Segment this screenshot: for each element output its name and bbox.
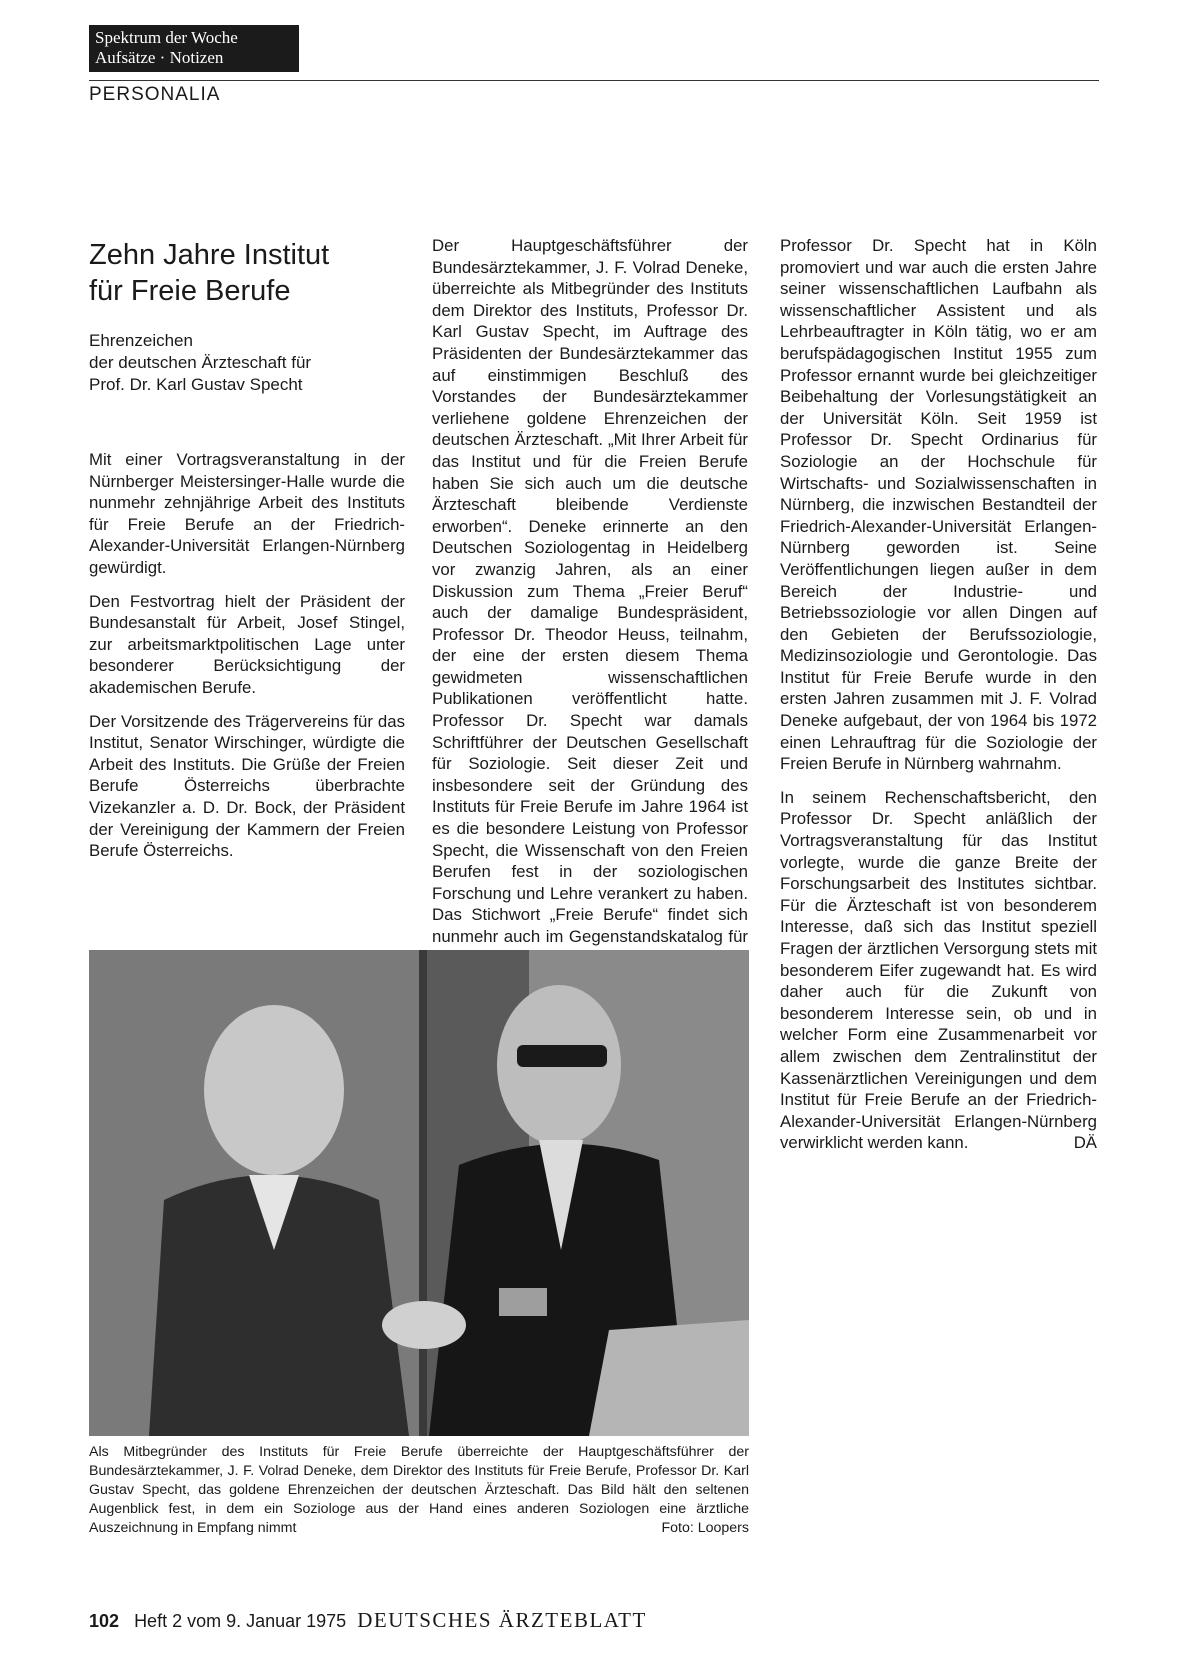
paragraph-1: Mit einer Vortragsveranstaltung in der Nürnberger Meistersinger-Halle wurde die nunmehr zehnjährige Arbeit des Instituts für Freie Berufe an der Friedrich-Alexander-Universität Erlangen-Nürnberg gewürdigt. bbox=[89, 450, 405, 577]
page-number: 102 bbox=[89, 1611, 120, 1631]
paragraph-6-text: In seinem Rechenschaftsbericht, den Professor Dr. Specht anläßlich der Vortragsveranstaltung für das Institut vorlegte, wurde die ganze Breite der Forschungsarbeit des Institutes sichtbar. Für die Ärzteschaft ist von besonderem Interesse, daß sich das Institut speziell Fragen der ärztlichen Versorgung stets mit besonderem Eifer zugewandt hat. Es wird daher auch für die Zukunft von besonderem Interesse sein, ob und in welcher Form eine Zusammenarbeit vor allem zwischen dem Zentralinstitut der Kassenärztlichen Vereinigungen und dem Institut für Freie Berufe an der Friedrich-Alexander-Universität Erlangen-Nürnberg verwirklicht werden kann. bbox=[780, 787, 1097, 1153]
paragraph-4: Der Hauptgeschäftsführer der Bundesärztekammer, J. F. Volrad Deneke, überreichte als Mitbegründer des Instituts dem Direktor des Instituts, Professor Dr. Karl Gustav Specht, im Auftrage des Präsidenten der Bundesärztekammer das auf einstimmigen Beschluß des Vorstandes der Bundesärztekammer verliehene goldene Ehrenzeichen der deutschen Ärzteschaft. „Mit Ihrer Arbeit für das Institut und für die Freien Berufe haben Sie sich auch um die deutsche Ärzteschaft bleibende Verdienste erworben“. Deneke erinnerte an den Deutschen Soziologentag in Heidelberg vor zwanzig Jahren, als an einer Diskussion zum Thema „Freier Beruf“ auch der damalige Bundespräsident, Professor Dr. Theodor Heuss, teilnahm, der eine der ersten diesem Thema gewidmeten wissenschaftlichen Publikationen veröffentlicht hatte. Professor Dr. Specht war damals Schriftführer der Deutschen Gesellschaft für Soziologie. Seit dieser Zeit und insbesondere seit der Gründung des Instituts für Freie Berufe im Jahre 1964 ist es die besondere Leistung von Professor Specht, die Wissenschaft von den Freien Berufen fest in der soziologischen Forschung und Lehre verankert zu haben. Das Stichwort „Freie Berufe“ findet sich nunmehr auch im Gegenstandskatalog für bbox=[432, 236, 748, 946]
paragraph-5: Professor Dr. Specht hat in Köln promoviert und war auch die ersten Jahre seiner wissenschaftlichen Laufbahn als wissenschaftlicher Assistent und als Lehrbeauftragter in Köln tätig, wo er am berufspädagogischen Institut 1955 zum Professor ernannt wurde bei gleichzeitiger Beibehaltung der Vorlesungstätigkeit an der Universität Köln. Seit 1959 ist Professor Dr. Specht Ordinarius für Soziologie an der Hochschule für Wirtschafts- und Sozialwissenschaften in Nürnberg, die inzwischen Bestandteil der Friedrich-Alexander-Universität Erlangen-Nürnberg geworden ist. Seine Veröffentlichungen liegen außer in dem Bereich der Industrie- und Betriebssoziologie vor allen Dingen auf den Gebieten der Berufssoziologie, Medizinsoziologie und Gerontologie. Das Institut für Freie Berufe wurde in den ersten Jahren zusammen mit J. F. Volrad Deneke aufgebaut, der von 1964 bis 1972 einen Lehrauftrag für die Soziologie der Freien Berufe in Nürnberg wahrnahm. bbox=[780, 236, 1097, 774]
subtitle-line-2: der deutschen Ärzteschaft für bbox=[89, 353, 312, 372]
article-subtitle bbox=[89, 330, 389, 396]
masthead: DEUTSCHES ÄRZTEBLATT bbox=[357, 1608, 647, 1632]
subtitle-line-3: Prof. Dr. Karl Gustav Specht bbox=[89, 375, 303, 394]
section-badge bbox=[89, 25, 299, 72]
title-line-2: für Freie Berufe bbox=[89, 275, 291, 307]
text-column-1 bbox=[89, 449, 405, 874]
paragraph-3: Der Vorsitzende des Trägervereins für das Institut, Senator Wirschinger, würdigte die Arbeit des Instituts. Die Grüße der Freien Berufe Österreichs überbrachte Vizekanzler a. D. Dr. Bock, der Präsident der Vereinigung der Kammern der Freien Berufe Österreichs. bbox=[89, 711, 405, 861]
photo-illustration bbox=[89, 950, 749, 1436]
badge-line-2: Aufsätze · Notizen bbox=[95, 48, 224, 67]
issue-info: Heft 2 vom 9. Januar 1975 bbox=[134, 1611, 347, 1631]
title-line-1: Zehn Jahre Institut bbox=[89, 239, 330, 271]
photo-handshake bbox=[89, 950, 749, 1436]
paragraph-6 bbox=[780, 787, 1097, 1154]
badge-line-1: Spektrum der Woche bbox=[95, 28, 238, 47]
caption-text: Als Mitbegründer des Instituts für Freie Berufe überreichte der Hauptgeschäftsführer der Bundesärztekammer, J. F. Volrad Deneke, dem Direktor des Instituts für Freie Berufe, Professor Dr. Karl Gustav Specht, das goldene Ehrenzeichen der deutschen Ärzteschaft. Das Bild hält den seltenen Augenblick fest, in dem ein Soziologe aus der Hand eines anderen Soziologen eine ärztliche Auszeichnung in Empfang nimmt bbox=[89, 1444, 749, 1536]
photo-credit: Foto: Loopers bbox=[661, 1520, 749, 1536]
header-rule bbox=[89, 80, 1099, 81]
page-footer bbox=[89, 1608, 647, 1633]
section-label: PERSONALIA bbox=[89, 84, 221, 105]
article-title bbox=[89, 237, 389, 309]
text-column-3 bbox=[780, 235, 1097, 1166]
subtitle-line-1: Ehrenzeichen bbox=[89, 331, 193, 350]
photo-caption bbox=[89, 1443, 749, 1538]
paragraph-2: Den Festvortrag hielt der Präsident der Bundesanstalt für Arbeit, Josef Stingel, zur arbeitsmarktpolitischen Lage unter besonderer Berücksichtigung der akademischen Berufe. bbox=[89, 591, 405, 697]
text-column-2 bbox=[432, 235, 748, 1003]
signoff: DÄ bbox=[1073, 1133, 1097, 1153]
